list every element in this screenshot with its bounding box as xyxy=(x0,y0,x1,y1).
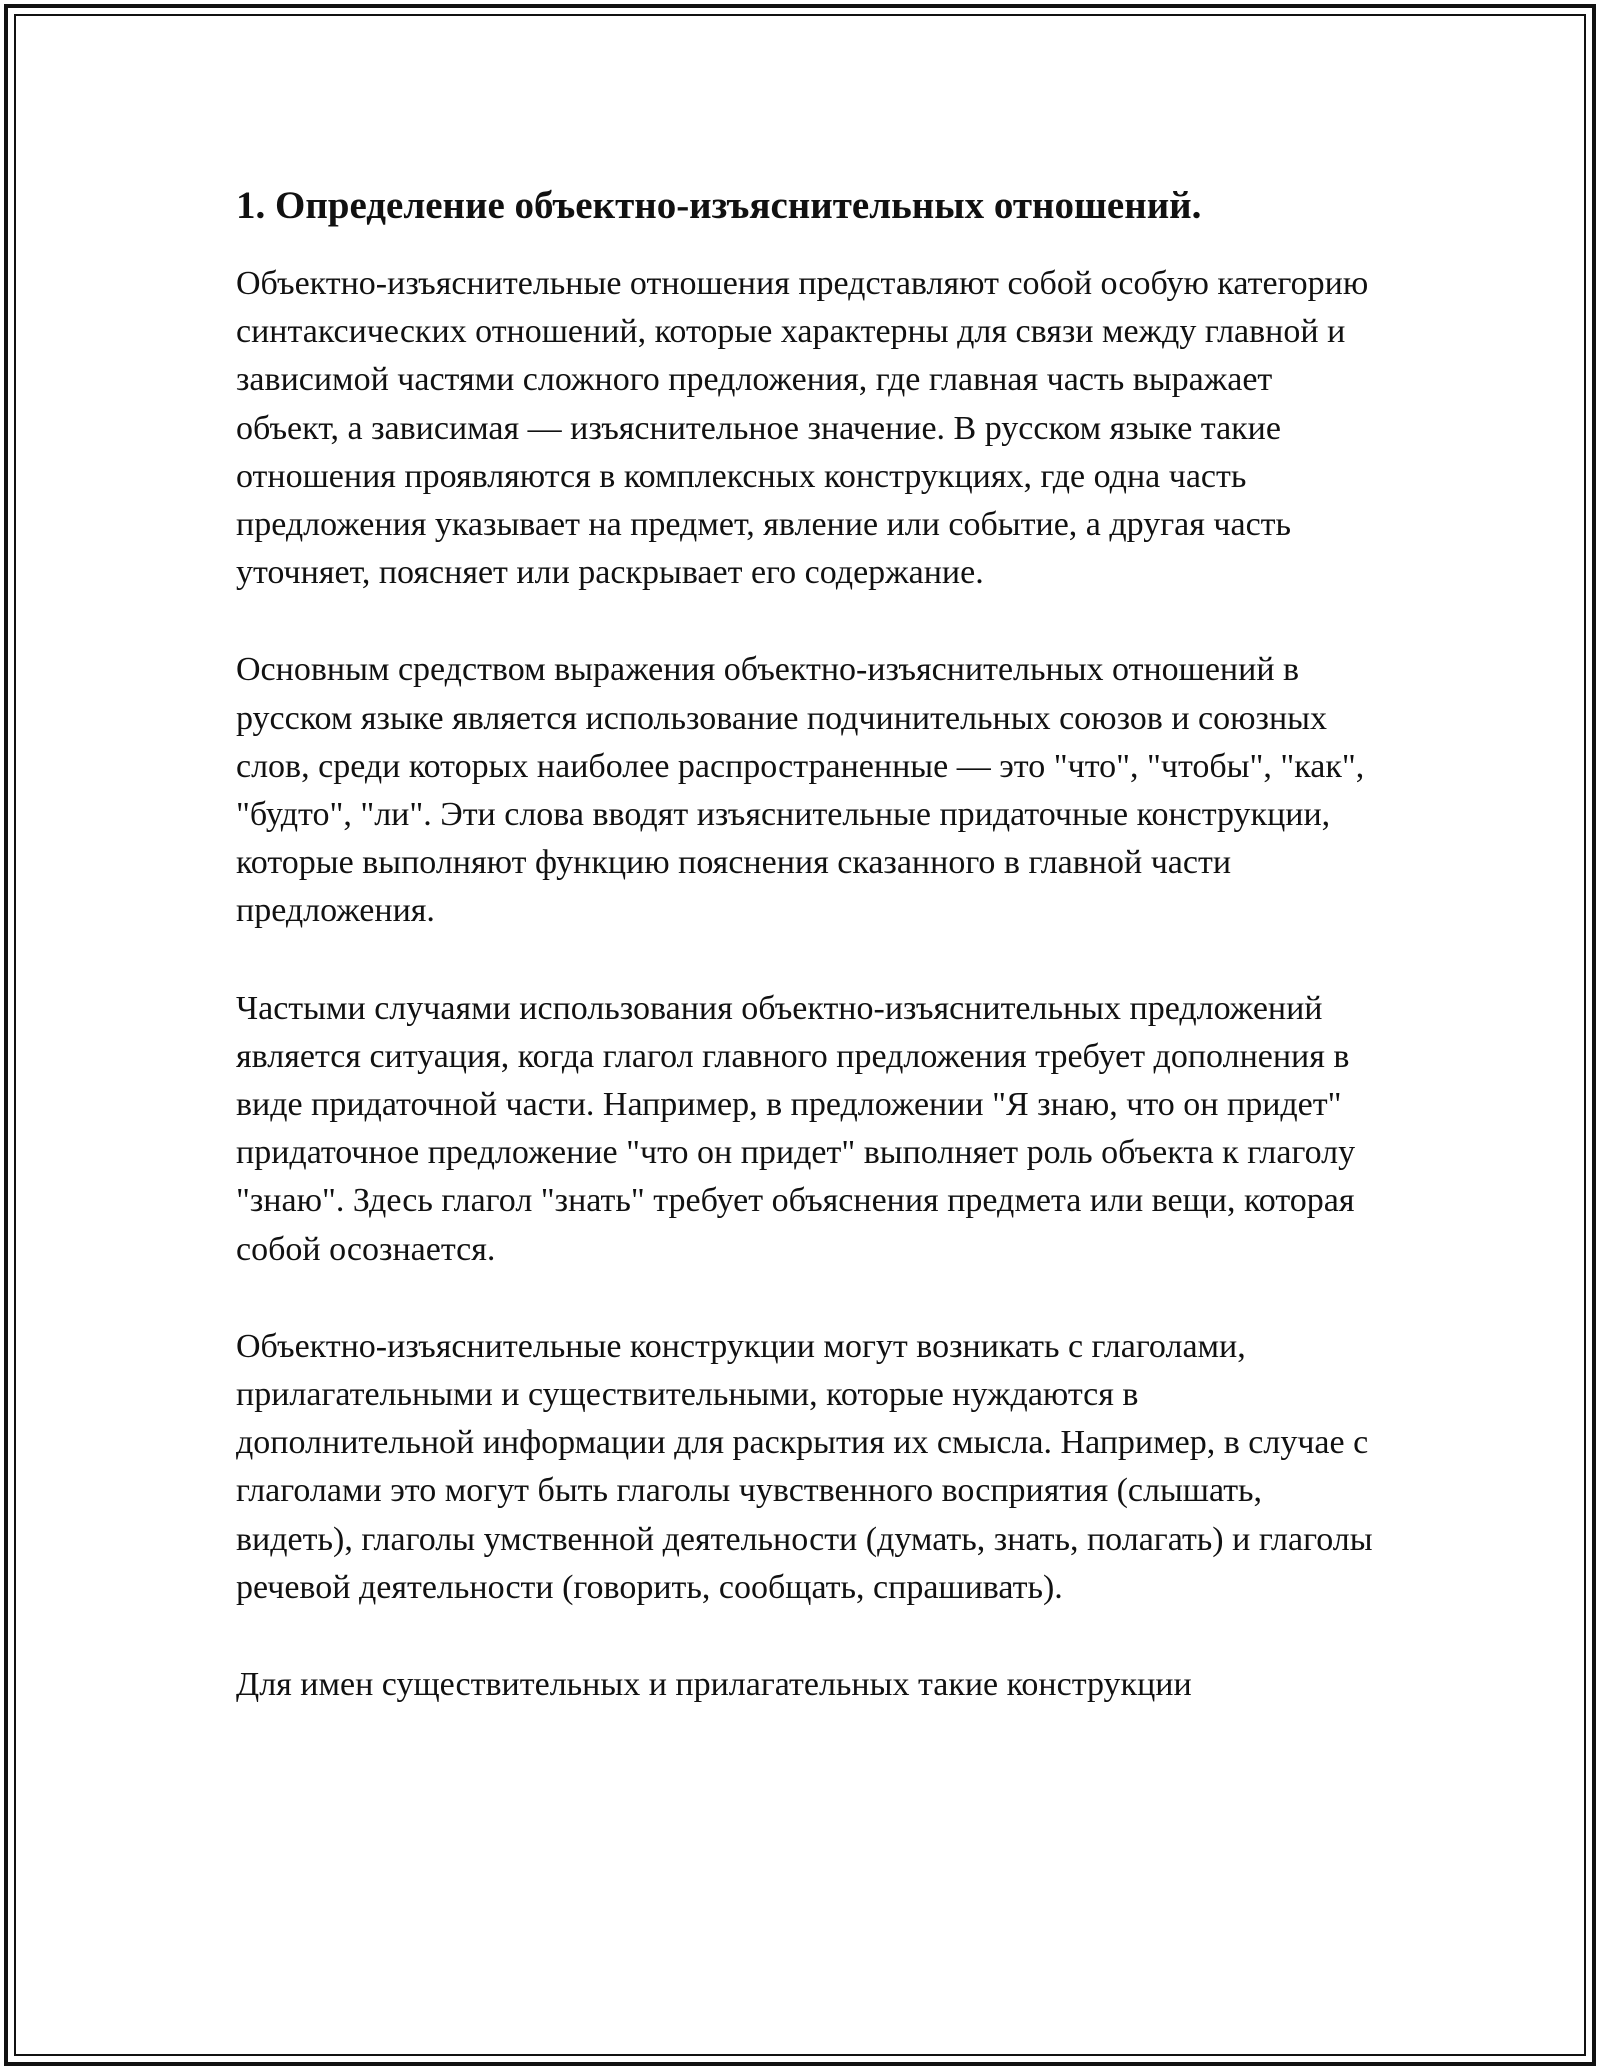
paragraph-5: Для имен существительных и прилагательных такие конструкции xyxy=(236,1666,1192,1704)
section-heading: 1. Определение объектно-изъяснительных отношений. xyxy=(236,184,1202,227)
paragraph-2: Основным средством выражения объектно-изъяснительных отношений в русском языке является использование подчинительных союзов и союзных слов, среди которых наиболее распространенные — это "что", "чтобы", "как", "будто", "ли". Эти слова вводят изъяснительные придаточные конструкции, которые выполняют функцию пояснения сказанного в главной части предложения. xyxy=(236,651,1365,930)
document-body xyxy=(236,182,1376,1758)
paragraph-3: Частыми случаями использования объектно-изъяснительных предложений является ситуация, когда глагол главного предложения требует дополнения в виде придаточной части. Например, в предложении "Я знаю, что он придет" придаточное предложение "что он придет" выполняет роль объекта к глаголу "знаю". Здесь глагол "знать" требует объяснения предмета или вещи, которая собой осознается. xyxy=(236,989,1356,1268)
paragraph-4: Объектно-изъяснительные конструкции могут возникать с глаголами, прилагательными и существительными, которые нуждаются в дополнительной информации для раскрытия их смысла. Например, в случае с глаголами это могут быть глаголы чувственного восприятия (слышать, видеть), глаголы умственной деятельности (думать, знать, полагать) и глаголы речевой деятельности (говорить, сообщать, спрашивать). xyxy=(236,1327,1373,1606)
paragraph-1: Объектно-изъяснительные отношения представляют собой особую категорию синтаксических отношений, которые характерны для связи между главной и зависимой частями сложного предложения, где главная часть выражает объект, а зависимая — изъяснительное значение. В русском языке такие отношения проявляются в комплексных конструкциях, где одна часть предложения указывает на предмет, явление или событие, а другая часть уточняет, поясняет или раскрывает его содержание. xyxy=(236,265,1369,592)
